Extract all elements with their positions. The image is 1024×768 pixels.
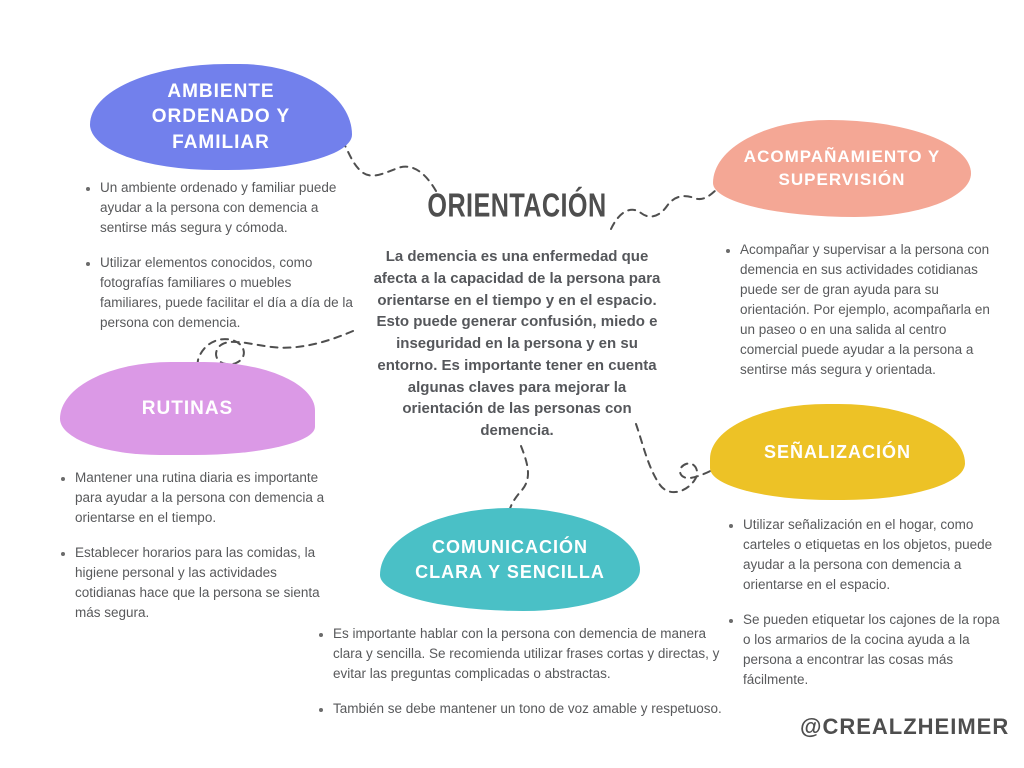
page-title: ORIENTACIÓN [427,188,607,225]
bullet-item: • Utilizar señalización en el hogar, como carteles o etiquetas en los objetos, puede ayudar a la persona con demencia a orientarse en el espacio. [743,515,1005,595]
node-acompanamiento-label: ACOMPAÑAMIENTO Y SUPERVISIÓN [743,146,941,189]
node-ambiente-blob [90,64,352,170]
bullet-item: • Se pueden etiquetar los cajones de la ropa o los armarios de la cocina ayuda a la persona a encontrar las cosas más fácilmente. [743,610,1005,690]
node-senalizacion-blob [710,404,965,500]
bullet-item: • Es importante hablar con la persona con demencia de manera clara y sencilla. Se recomienda utilizar frases cortas y directas, y evitar las preguntas complicadas o abstractas. [333,624,733,684]
center-description: La demencia es una enfermedad que afecta a la capacidad de la persona para orientarse en el tiempo y en el espacio. Esto puede generar confusión, miedo e inseguridad en la persona y en su entorno. Es importante tener en cuenta algunas claves para mejorar la orientación de las personas con demencia. [373,248,661,439]
node-comunicacion-bullets [315,624,733,734]
node-rutinas-blob [60,362,315,455]
author-handle: @CREALZHEIMER [800,714,1010,739]
node-ambiente-label: AMBIENTE ORDENADO Y FAMILIAR [151,80,291,153]
bullet-item: • Acompañar y supervisar a la persona con demencia en sus actividades cotidianas puede ser de gran ayuda para su orientación. Por ejemplo, acompañarla en un paseo o en una salida al centro comercial puede ayudar a la persona a sentirse más segura y orientada. [740,240,998,380]
node-comunicacion-label: COMUNICACIÓN CLARA Y SENCILLA [415,537,605,582]
bullet-item: • Utilizar elementos conocidos, como fotografías familiares o muebles familiares, puede facilitar el día a día de la persona con demencia. [100,253,355,333]
bullet-item: • Establecer horarios para las comidas, la higiene personal y las actividades cotidianas hace que la persona se sienta más segura. [75,543,340,623]
node-rutinas-label: RUTINAS [141,397,234,419]
node-rutinas-bullets [57,468,340,638]
node-acompanamiento-blob [713,120,971,217]
node-ambiente-bullets [82,178,355,348]
node-senalizacion-label: SEÑALIZACIÓN [764,441,911,462]
node-acompanamiento-bullets [722,240,998,395]
bullet-item: • Mantener una rutina diaria es importante para ayudar a la persona con demencia a orientarse en el tiempo. [75,468,340,528]
node-comunicacion-blob [380,508,640,611]
bullet-item: • Un ambiente ordenado y familiar puede ayudar a la persona con demencia a sentirse más segura y cómoda. [100,178,355,238]
bullet-item: • También se debe mantener un tono de voz amable y respetuoso. [333,699,733,719]
node-senalizacion-bullets [725,515,1005,705]
